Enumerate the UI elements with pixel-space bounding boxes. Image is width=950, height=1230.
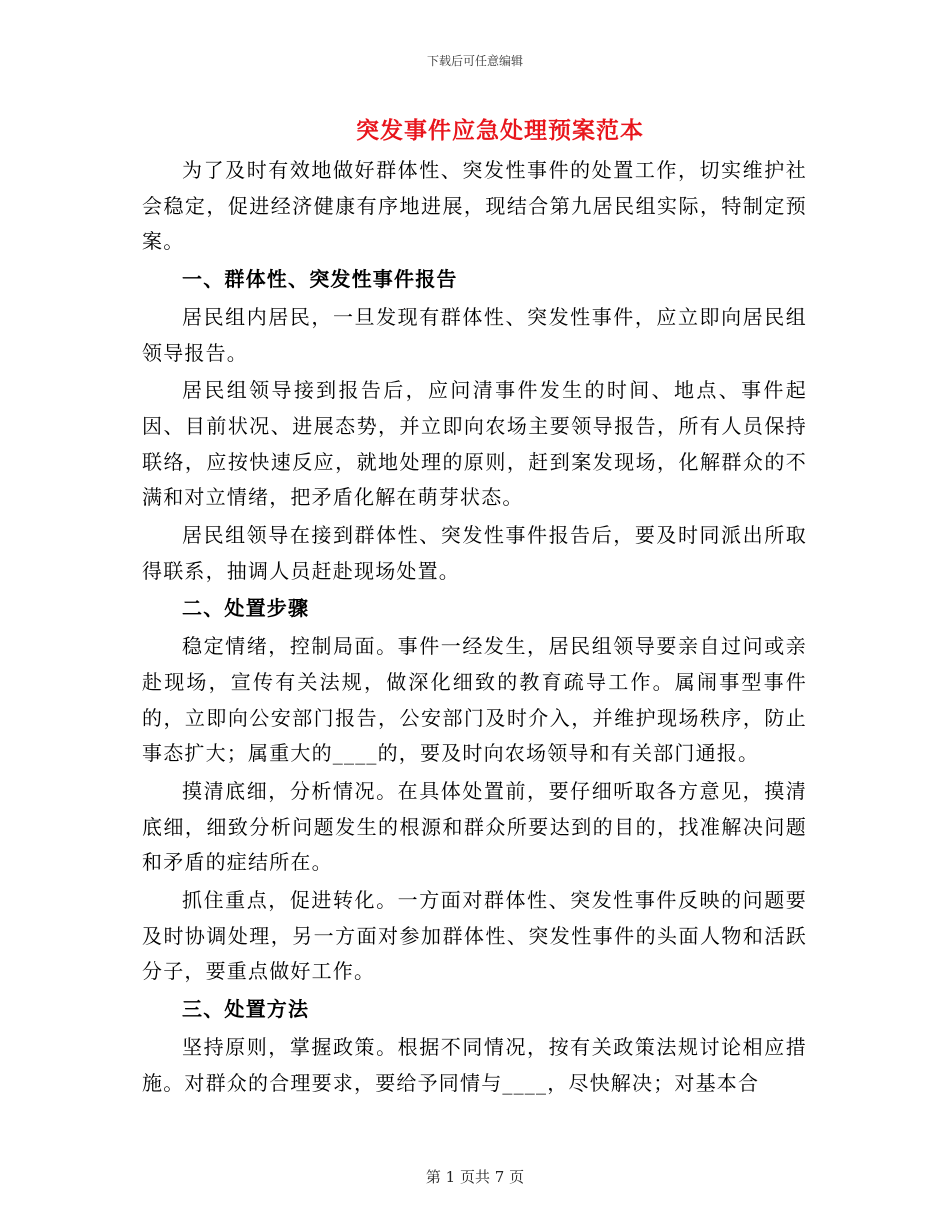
page-header: 下载后可任意编辑 — [426, 54, 523, 68]
paragraph: 稳定情绪，控制局面。事件一经发生，居民组领导要亲自过问或亲赴现场，宣传有关法规，做深化细致的教育疏导工作。属闹事型事件的，立即向公安部门报告，公安部门及时介入，并维护现场秩序，防止事态扩大；属重大的____的，要及时向农场领导和有关部门通报。 — [142, 634, 807, 766]
section-heading-report: 一、群体性、突发性事件报告 — [182, 267, 458, 292]
document-body — [142, 153, 807, 1101]
paragraph: 摸清底细，分析情况。在具体处置前，要仔细听取各方意见，摸清底细，细致分析问题发生的根源和群众所要达到的目的，找准解决问题和矛盾的症结所在。 — [142, 778, 807, 875]
paragraph: 抓住重点，促进转化。一方面对群体性、突发性事件反映的问题要及时协调处理，另一方面对参加群体性、突发性事件的头面人物和活跃分子，要重点做好工作。 — [142, 888, 807, 984]
paragraph: 坚持原则，掌握政策。根据不同情况，按有关政策法规讨论相应措施。对群众的合理要求，要给予同情与____，尽快解决；对基本合 — [142, 1034, 807, 1095]
section-heading-methods: 三、处置方法 — [182, 997, 310, 1022]
section-heading-steps: 二、处置步骤 — [182, 596, 310, 621]
paragraph: 居民组领导在接到群体性、突发性事件报告后，要及时同派出所取得联系，抽调人员赶赴现场处置。 — [142, 523, 807, 583]
paragraph-intro: 为了及时有效地做好群体性、突发性事件的处置工作，切实维护社会稳定，促进经济健康有序地进展，现结合第九居民组实际，特制定预案。 — [142, 158, 807, 254]
document-title: 突发事件应急处理预案范本 — [356, 117, 644, 144]
paragraph: 居民组领导接到报告后，应问清事件发生的时间、地点、事件起因、目前状况、进展态势，并立即向农场主要领导报告，所有人员保持联络，应按快速反应，就地处理的原则，赶到案发现场，化解群众的不满和对立情绪，把矛盾化解在萌芽状态。 — [142, 378, 807, 510]
paragraph: 居民组内居民，一旦发现有群体性、突发性事件，应立即向居民组领导报告。 — [142, 304, 807, 365]
page-footer: 第 1 页共 7 页 — [425, 1168, 525, 1186]
